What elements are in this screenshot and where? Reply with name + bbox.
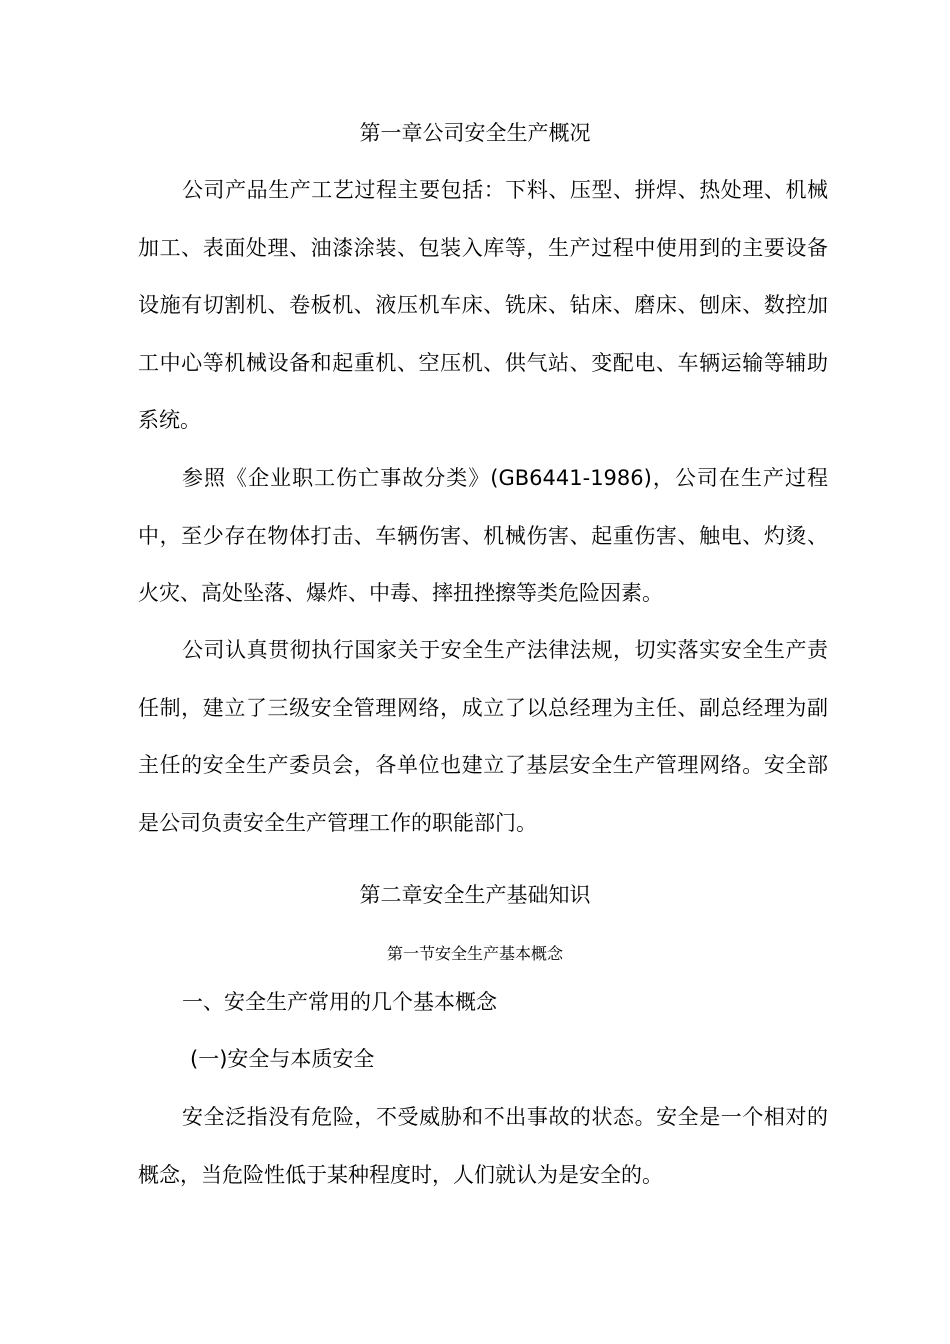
chapter-1-paragraph-2: 参照《企业职工伤亡事故分类》(GB6441-1986)，公司在生产过程中，至少存在物体打击、车辆伤害、机械伤害、起重伤害、触电、灼烫、火灾、高处坠落、爆炸、中毒、摔扭挫擦等类危险因素。 [138,466,828,605]
heading-level-2: (一)安全与本质安全 [190,1047,375,1071]
heading-level-1: 一、安全生产常用的几个基本概念 [182,990,497,1014]
chapter-1-paragraph-3: 公司认真贯彻执行国家关于安全生产法律法规，切实落实安全生产责任制，建立了三级安全管理网络，成立了以总经理为主任、副总经理为副主任的安全生产委员会，各单位也建立了基层安全生产管理网络。安全部是公司负责安全生产管理工作的职能部门。 [138,638,828,835]
chapter-1-title: 第一章公司安全生产概况 [359,121,591,145]
chapter-1-paragraph-1: 公司产品生产工艺过程主要包括：下料、压型、拼焊、热处理、机械加工、表面处理、油漆涂装、包装入库等，生产过程中使用到的主要设备设施有切割机、卷板机、液压机车床、铣床、钻床、磨床、刨床、数控加工中心等机械设备和起重机、空压机、供气站、变配电、车辆运输等辅助系统。 [138,178,828,432]
section-1-title: 第一节安全生产基本概念 [386,944,563,963]
chapter-2-paragraph-1: 安全泛指没有危险，不受威胁和不出事故的状态。安全是一个相对的概念，当危险性低于某种程度时，人们就认为是安全的。 [138,1105,828,1187]
chapter-2-title: 第二章安全生产基础知识 [359,883,591,907]
